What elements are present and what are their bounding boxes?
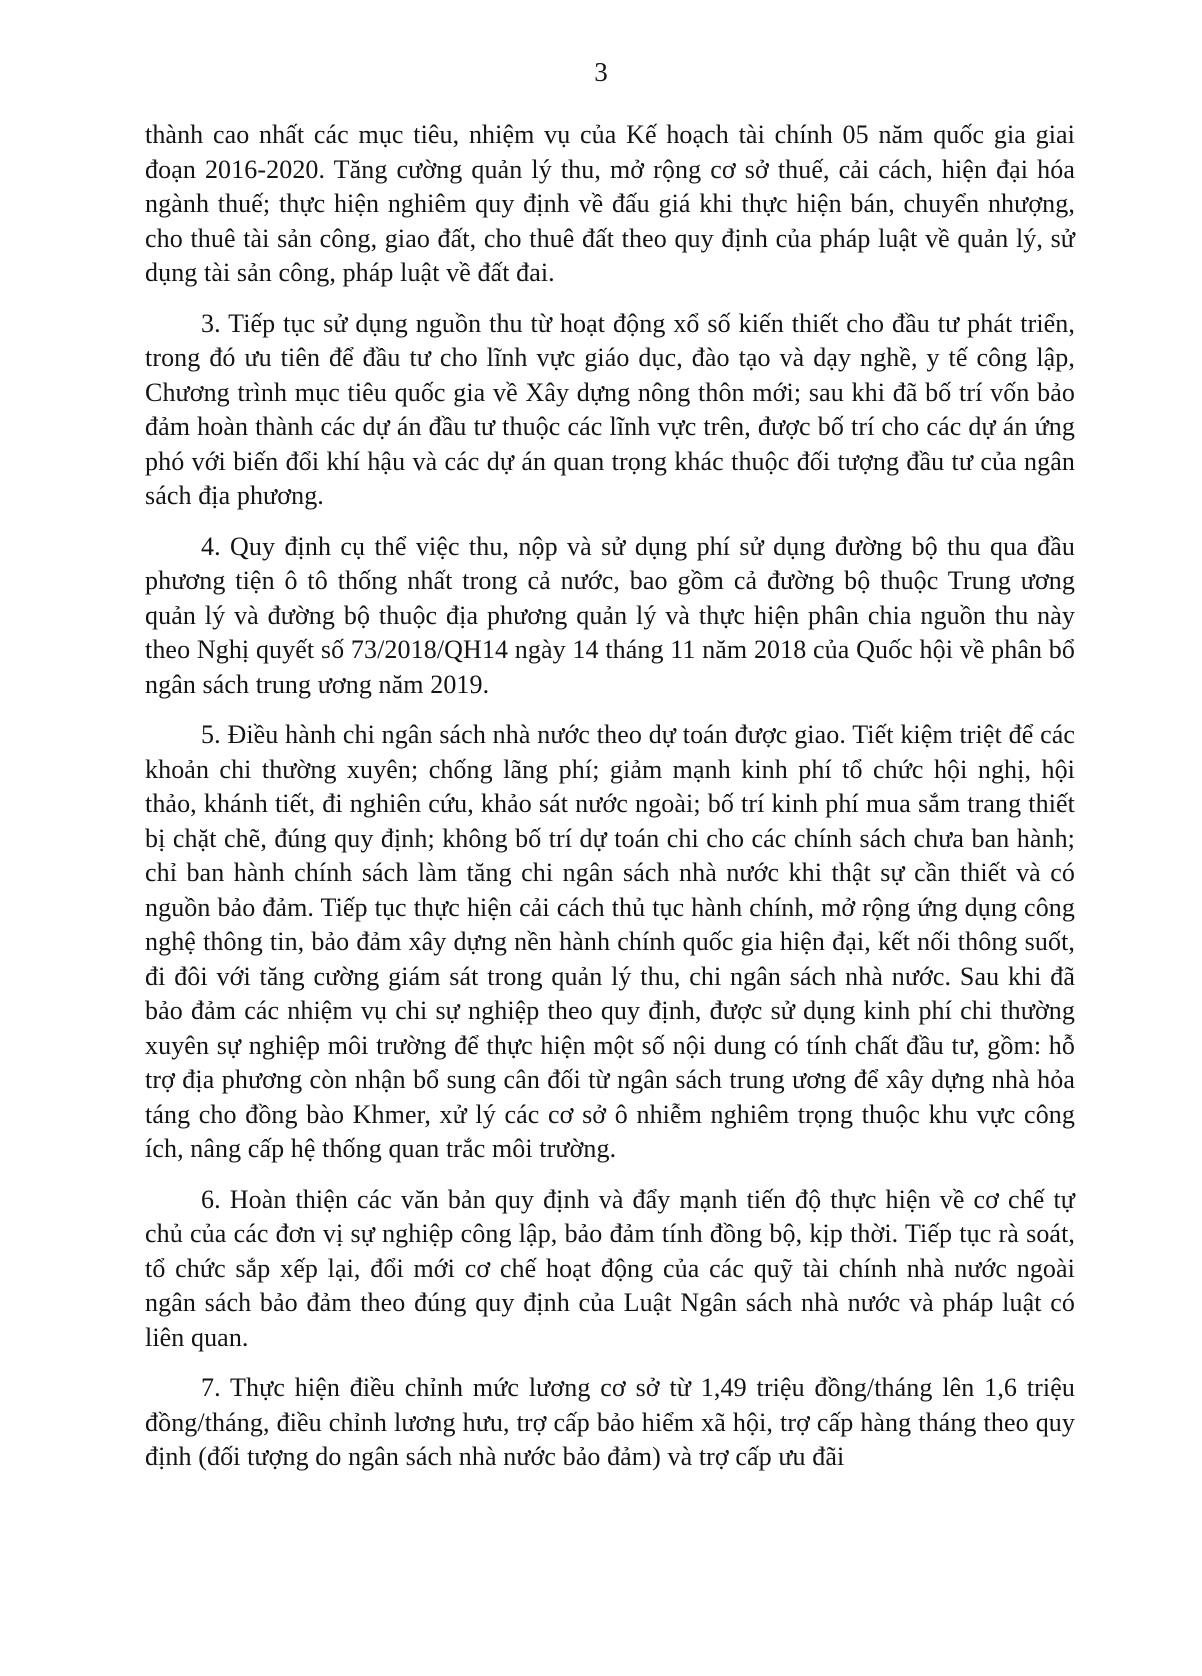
paragraph-item-4: 4. Quy định cụ thể việc thu, nộp và sử dụng phí sử dụng đường bộ thu qua đầu phương tiện ô tô thống nhất trong cả nước, bao gồm cả đường bộ thuộc Trung ương quản lý và đường bộ thuộc địa phương quản lý và thực hiện phân chia nguồn thu này theo Nghị quyết số 73/2018/QH14 ngày 14 tháng 11 năm 2018 của Quốc hội về phân bổ ngân sách trung ương năm 2019. [145, 531, 1075, 699]
page-number: 3 [594, 57, 608, 87]
paragraph-item-3: 3. Tiếp tục sử dụng nguồn thu từ hoạt động xổ số kiến thiết cho đầu tư phát triển, trong đó ưu tiên để đầu tư cho lĩnh vực giáo dục, đào tạo và dạy nghề, y tế công lập, Chương trình mục tiêu quốc gia về Xây dựng nông thôn mới; sau khi đã bố trí vốn bảo đảm hoàn thành các dự án đầu tư thuộc các lĩnh vực trên, được bố trí cho các dự án ứng phó với biến đổi khí hậu và các dự án quan trọng khác thuộc đối tượng đầu tư của ngân sách địa phương. [145, 308, 1075, 510]
document-body [145, 118, 1075, 1475]
paragraph-item-5: 5. Điều hành chi ngân sách nhà nước theo dự toán được giao. Tiết kiệm triệt để các khoản chi thường xuyên; chống lãng phí; giảm mạnh kinh phí tổ chức hội nghị, hội thảo, khánh tiết, đi nghiên cứu, khảo sát nước ngoài; bố trí kinh phí mua sắm trang thiết bị chặt chẽ, đúng quy định; không bố trí dự toán chi cho các chính sách chưa ban hành; chỉ ban hành chính sách làm tăng chi ngân sách nhà nước khi thật sự cần thiết và có nguồn bảo đảm. Tiếp tục thực hiện cải cách thủ tục hành chính, mở rộng ứng dụng công nghệ thông tin, bảo đảm xây dựng nền hành chính quốc gia hiện đại, kết nối thông suốt, đi đôi với tăng cường giám sát trong quản lý thu, chi ngân sách nhà nước. Sau khi đã bảo đảm các nhiệm vụ chi sự nghiệp theo quy định, được sử dụng kinh phí chi thường xuyên sự nghiệp môi trường để thực hiện một số nội dung có tính chất đầu tư, gồm: hỗ trợ địa phương còn nhận bổ sung cân đối từ ngân sách trung ương để xây dựng nhà hỏa táng cho đồng bào Khmer, xử lý các cơ sở ô nhiễm nghiêm trọng thuộc khu vực công ích, nâng cấp hệ thống quan trắc môi trường. [145, 720, 1075, 1163]
paragraph-continuation: thành cao nhất các mục tiêu, nhiệm vụ của Kế hoạch tài chính 05 năm quốc gia giai đoạn 2016-2020. Tăng cường quản lý thu, mở rộng cơ sở thuế, cải cách, hiện đại hóa ngành thuế; thực hiện nghiêm quy định về đấu giá khi thực hiện bán, chuyển nhượng, cho thuê tài sản công, giao đất, cho thuê đất theo quy định của pháp luật về quản lý, sử dụng tài sản công, pháp luật về đất đai. [145, 120, 1075, 287]
paragraph-item-6: 6. Hoàn thiện các văn bản quy định và đẩy mạnh tiến độ thực hiện về cơ chế tự chủ của các đơn vị sự nghiệp công lập, bảo đảm tính đồng bộ, kịp thời. Tiếp tục rà soát, tổ chức sắp xếp lại, đổi mới cơ chế hoạt động của các quỹ tài chính nhà nước ngoài ngân sách bảo đảm theo đúng quy định của Luật Ngân sách nhà nước và pháp luật có liên quan. [145, 1184, 1075, 1352]
paragraph-item-7: 7. Thực hiện điều chỉnh mức lương cơ sở từ 1,49 triệu đồng/tháng lên 1,6 triệu đồng/tháng, điều chỉnh lương hưu, trợ cấp bảo hiểm xã hội, trợ cấp hàng tháng theo quy định (đối tượng do ngân sách nhà nước bảo đảm) và trợ cấp ưu đãi [145, 1373, 1075, 1471]
